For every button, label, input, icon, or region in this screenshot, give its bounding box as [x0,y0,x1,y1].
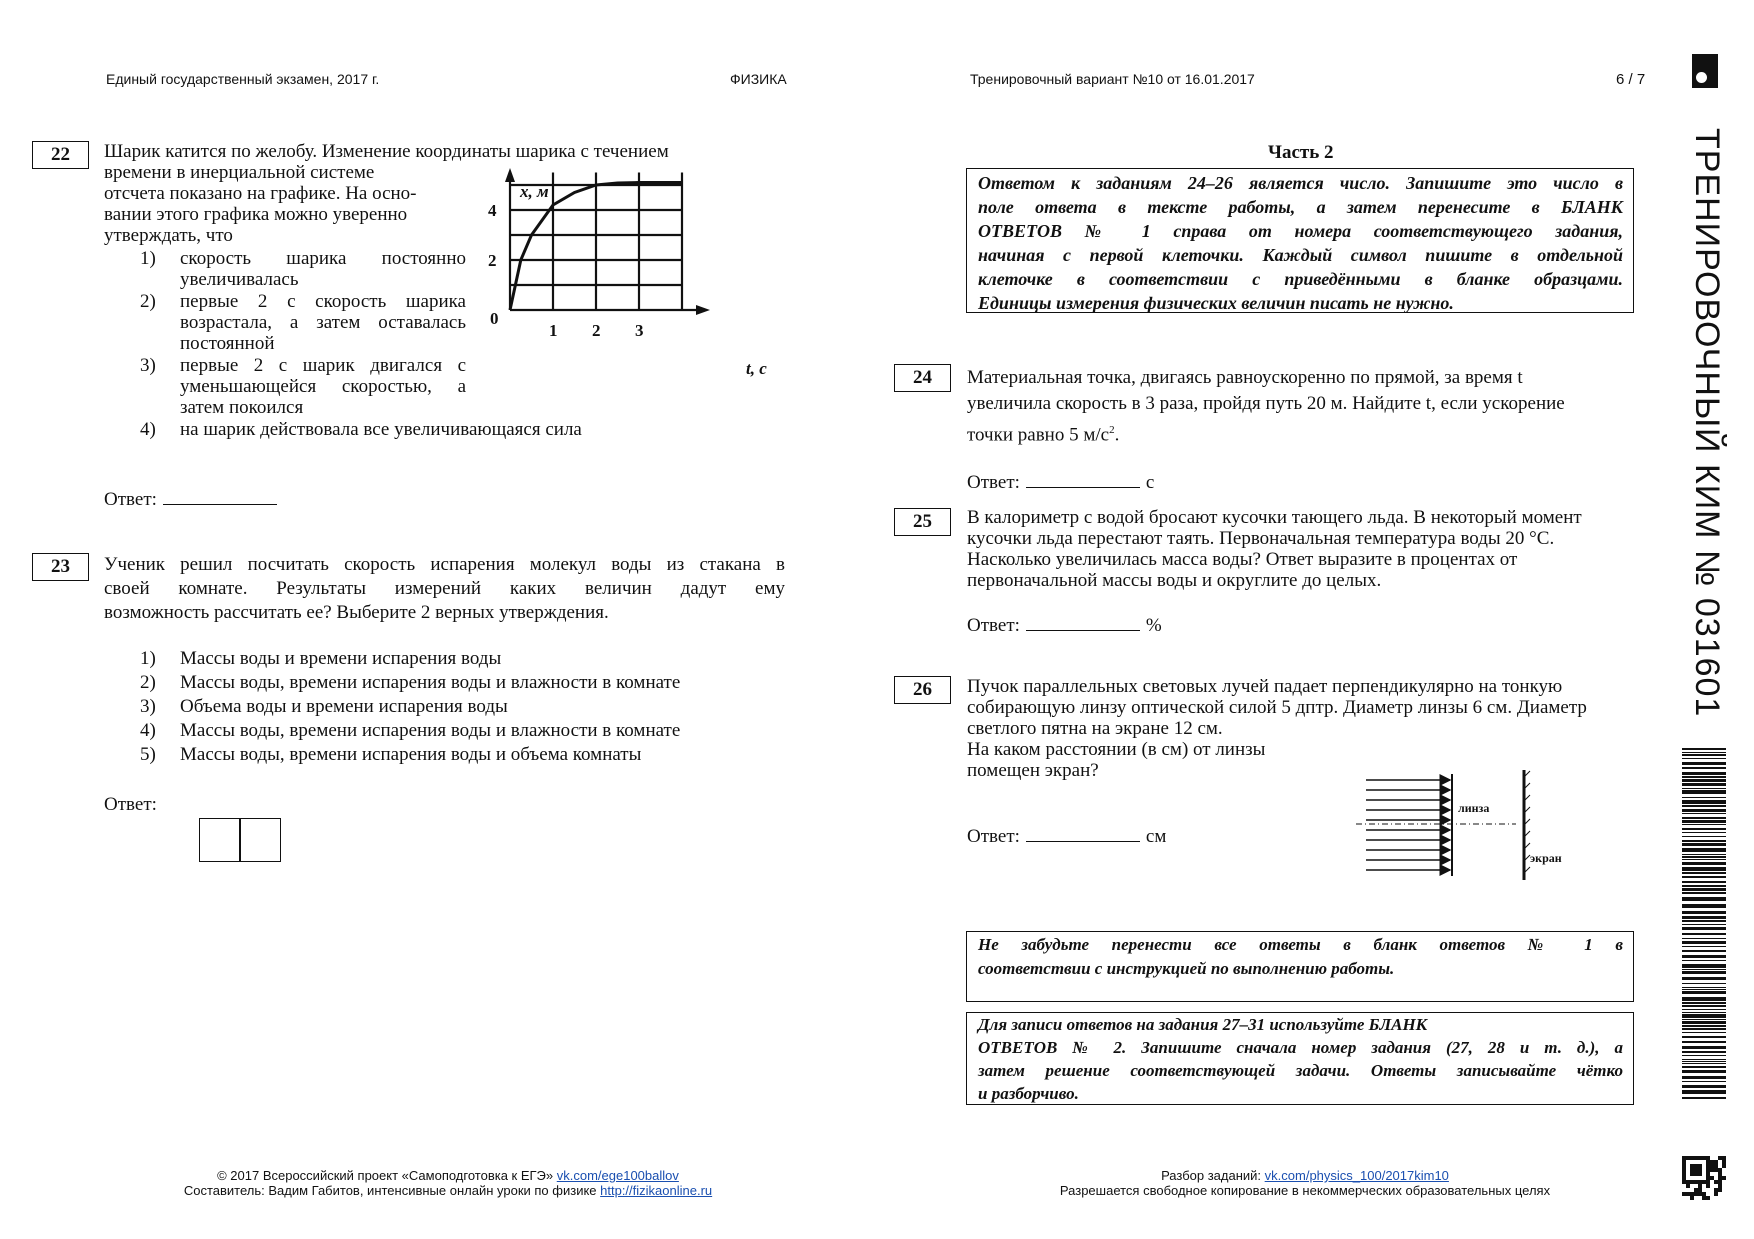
instruction-line: клеточке в соответствии с приведёнными в бланке образцами. [978,269,1623,289]
q24-text-line: Материальная точка, двигаясь равноускоренно по прямой, за время t [967,367,1523,388]
barcode-bar [1682,1090,1726,1094]
answer-cell[interactable] [239,818,281,862]
barcode-bar [1682,881,1726,883]
tick-label-y: 2 [488,251,497,270]
barcode-bar [1682,1097,1726,1099]
barcode-bar [1682,809,1726,812]
barcode-bar [1682,904,1726,908]
q25-text-line: первоначальной массы воды и округлите до целых. [967,570,1382,591]
qr-cell [1718,1184,1722,1188]
barcode-bar [1682,843,1726,846]
instruction-line: поле ответа в тексте работы, а затем перенесите в БЛАНК [978,197,1623,217]
barcode-bar [1682,828,1726,830]
barcode-bar [1682,1009,1726,1010]
qr-cell [1698,1184,1702,1188]
q22-option-2-line: возрастала, а затем оставалась [180,312,466,333]
barcode-bar [1682,836,1726,837]
task-number-26: 26 [894,676,951,704]
qr-cell [1718,1168,1722,1172]
qr-cell [1710,1160,1714,1164]
qr-cell [1722,1176,1726,1180]
part2-title: Часть 2 [1268,142,1334,163]
barcode-bar [1682,938,1726,939]
q22-option-3-line: затем покоился [180,397,304,418]
qr-cell [1718,1176,1722,1180]
barcode-bar [1682,832,1726,833]
footer-author: Составитель: Вадим Габитов, интенсивные онлайн уроки по физике http://fizikaonline.ru [183,1183,713,1198]
barcode-bar [1682,946,1726,947]
note-line: ОТВЕТОВ № 2. Запишите сначала номер задания (27, 28 и т. д.), а [978,1038,1623,1057]
qr-cell [1698,1188,1702,1192]
barcode-bar [1682,977,1726,980]
barcode-bar [1682,824,1726,825]
barcode-bar [1682,856,1726,858]
barcode-bar [1682,788,1726,789]
barcode-bar [1682,987,1726,988]
note-line: Не забудьте перенести все ответы в бланк ответов № 1 в [978,935,1623,954]
barcode-bar [1682,797,1726,798]
side-title: ТРЕНИРОВОЧНЫЙ КИМ № 031601 [1688,128,1726,718]
barcode-bar [1682,817,1726,819]
barcode-bar [1682,1036,1726,1038]
q22-text-line: утверждать, что [104,225,233,246]
q24-text-line: точки равно 5 $м/с^2$. [967,424,1120,446]
q26-answer-unit: см [1145,826,1167,847]
barcode-bar [1682,862,1726,865]
barcode-bar [1682,991,1726,994]
qr-cell [1710,1168,1714,1172]
barcode-bar [1682,776,1726,778]
barcode-bar [1682,772,1726,775]
qr-cell [1714,1180,1718,1184]
header-subject: ФИЗИКА [730,71,787,87]
q22-option-3-number: 3) [140,355,156,376]
barcode-bar [1682,762,1726,765]
q22-option-2-line: первые 2 с скорость шарика [180,291,466,312]
barcode-bar [1682,758,1726,759]
qr-cell [1714,1164,1718,1168]
q26-text-line: На каком расстоянии (в см) от линзы [967,739,1266,760]
qr-cell [1714,1160,1718,1164]
barcode-bar [1682,950,1726,952]
q22-option-1-line: увеличивалась [180,269,299,290]
barcode-bar [1682,997,1726,1001]
barcode-bar [1682,1046,1726,1049]
note-answer-sheet-2 [966,1012,1634,1105]
barcode-bar [1682,1014,1726,1018]
barcode-bar [1682,941,1726,944]
barcode-bar [1682,960,1726,961]
qr-finder [1690,1164,1702,1176]
instruction-line: Единицы измерения физических величин писать не нужно. [978,293,1454,313]
tick-label-x: 3 [635,321,644,340]
footer-copyright: © 2017 Всероссийский проект «Самоподготовка к ЕГЭ» vk.com/ege100ballov [217,1168,679,1183]
q23-option: 2) Массы воды, времени испарения воды и влажности в комнате [140,672,681,693]
q23-text-line: возможность рассчитать ее? Выберите 2 верных утверждения. [104,602,609,623]
lens-diagram [1356,766,1566,884]
q22-answer-label: Ответ: [104,489,157,510]
barcode-bar [1682,820,1726,823]
q26-answer-row [967,825,1166,848]
q23-answer-label: Ответ: [104,794,157,815]
q22-text-line: Шарик катится по желобу. Изменение координаты шарика с течением [104,141,669,162]
tick-label-y: 4 [488,201,497,220]
note-line: затем решение соответствующей задачи. Ответы записывайте чётко [978,1061,1623,1080]
barcode-bar [1682,1028,1726,1030]
q24-answer-label: Ответ: [967,472,1020,493]
instruction-line: ОТВЕТОВ № 1 справа от номера соответствующего задания, [978,221,1623,241]
note-line: и разборчиво. [978,1084,1079,1103]
barcode-bar [1682,1021,1726,1024]
q23-text-line: своей комнате. Результаты измерений каких величин дадут ему [104,578,785,599]
qr-cell [1686,1192,1690,1196]
barcode-bar [1682,989,1726,990]
qr-cell [1694,1188,1698,1192]
barcode-bar [1682,1061,1726,1062]
q22-option-2-number: 2) [140,291,156,312]
barcode-bar [1682,1025,1726,1027]
barcode-bar [1682,911,1726,914]
instruction-line: начиная с первой клеточки. Каждый символ пишите в отдельной [978,245,1623,265]
footer-right [1020,1168,1590,1198]
q23-option: 1) Массы воды и времени испарения воды [140,648,502,669]
barcode [1682,748,1726,1104]
part2-instructions [966,168,1634,313]
footer-left [140,1168,756,1198]
barcode-bar [1682,927,1726,930]
axis-label-x: t, c [746,359,767,378]
qr-cell [1690,1196,1694,1200]
lens-label: линза [1458,801,1490,815]
q25-answer-field[interactable] [1026,614,1140,631]
task-number-25: 25 [894,508,951,536]
barcode-bar [1682,805,1726,807]
barcode-bar [1682,813,1726,814]
barcode-bar [1682,754,1726,756]
q26-answer-field[interactable] [1026,825,1140,842]
qr-cell [1718,1188,1722,1192]
barcode-bar [1682,971,1726,974]
task-number-24: 24 [894,364,951,392]
barcode-bar [1682,783,1726,786]
q22-answer-row [104,488,283,511]
tick-label-x: 2 [592,321,601,340]
qr-cell [1722,1156,1726,1160]
barcode-bar [1682,1081,1726,1082]
barcode-bar [1682,885,1726,887]
barcode-bar [1682,867,1726,871]
note-line: Для записи ответов на задания 27–31 используйте БЛАНК [978,1015,1428,1034]
barcode-bar [1682,1055,1726,1056]
q25-answer-row [967,614,1162,637]
axis-label-y: x, м [520,182,549,201]
tick-label-x: 1 [549,321,558,340]
q24-answer-unit: с [1145,472,1155,493]
q25-text-line: кусочки льда перестают таять. Первоначальная температура воды 20 °С. [967,528,1555,549]
barcode-bar [1682,854,1726,855]
barcode-bar [1682,779,1726,782]
barcode-bar [1682,1051,1726,1053]
qr-cell [1718,1156,1722,1160]
axis-x-arrow [696,305,710,315]
footer-link-vk[interactable]: vk.com/ege100ballov [556,1168,679,1183]
q22-option-4: на шарик действовала все увеличивающаяся сила [180,419,582,440]
qr-cell [1698,1192,1702,1196]
barcode-bar [1682,1059,1726,1060]
barcode-bar [1682,892,1726,894]
barcode-bar [1682,888,1726,891]
q22-option-1-number: 1) [140,248,156,269]
q26-text-line: светлого пятна на экране 12 см. [967,718,1223,739]
barcode-bar [1682,964,1726,968]
footer-copy-notice: Разрешается свободное копирование в некоммерческих образовательных целях [1059,1183,1551,1198]
q22-text-line: времени в инерциальной системе [104,162,375,183]
qr-cell [1694,1192,1698,1196]
q22-text-line: отсчета показано на графике. На осно- [104,183,417,204]
barcode-bar [1682,983,1726,984]
tick-label-x: 0 [490,309,499,328]
qr-cell [1714,1168,1718,1172]
q23-answer-cells[interactable] [199,818,281,862]
barcode-bar [1682,790,1726,794]
qr-cell [1714,1192,1718,1196]
light-rays [1366,780,1450,870]
q22-text-line: вании этого графика можно уверенно [104,204,408,225]
barcode-bar [1682,1041,1726,1043]
qr-cell [1702,1196,1706,1200]
q26-answer-label: Ответ: [967,826,1020,847]
q25-answer-label: Ответ: [967,615,1020,636]
q22-option-2-line: постоянной [180,333,275,354]
barcode-bar [1682,1032,1726,1033]
qr-cell [1690,1192,1694,1196]
barcode-bar [1682,1066,1726,1068]
header-exam: Единый государственный экзамен, 2017 г. [106,71,380,87]
barcode-bar [1682,752,1726,753]
task-number-22: 22 [32,141,89,169]
barcode-bar [1682,1002,1726,1004]
instruction-line: Ответом к заданиям 24–26 является число. Запишите это число в [978,173,1623,193]
q25-text-line: В калориметр с водой бросают кусочки тающего льда. В некоторый момент [967,507,1582,528]
note-line: соответствии с инструкцией по выполнению работы. [978,959,1395,978]
barcode-bar [1682,933,1726,935]
task-number-23: 23 [32,553,89,581]
barcode-bar [1682,955,1726,958]
q22-option-1-line: скорость шарика постоянно [180,248,466,269]
header-variant: Тренировочный вариант №10 от 16.01.2017 [970,71,1255,87]
footer-link-analysis[interactable]: vk.com/physics_100/2017kim10 [1264,1168,1449,1183]
barcode-bar [1682,969,1726,970]
qr-cell [1682,1192,1686,1196]
q23-option: 5) Массы воды, времени испарения воды и объема комнаты [140,744,642,765]
barcode-bar [1682,1019,1726,1020]
q23-options [140,648,680,768]
qr-cell [1706,1184,1710,1188]
answer-cell[interactable] [199,818,241,862]
note-transfer-answers [966,931,1634,1002]
qr-code [1682,1156,1726,1200]
barcode-bar [1682,897,1726,901]
barcode-bar [1682,1063,1726,1064]
barcode-bar [1682,1085,1726,1088]
barcode-bar [1682,800,1726,804]
qr-cell [1686,1184,1690,1188]
barcode-bar [1682,1070,1726,1073]
q26-text-line: Пучок параллельных световых лучей падает перпендикулярно на тонкую [967,676,1563,697]
q25-text-line: Насколько увеличилась масса воды? Ответ выразите в процентах от [967,549,1518,570]
q24-answer-field[interactable] [1026,471,1140,488]
q26-text-line: помещен экран? [967,760,1099,781]
q22-option-4-number: 4) [140,419,156,440]
barcode-bar [1682,840,1726,842]
barcode-bar [1682,1076,1726,1079]
qr-cell [1702,1192,1706,1196]
q23-option: 3) Объема воды и времени испарения воды [140,696,508,717]
q24-text-line: увеличила скорость в 3 раза, пройдя путь 20 м. Найдите t, если ускорение [967,393,1565,414]
footer-link-site[interactable]: http://fizikaonline.ru [600,1183,713,1198]
barcode-bar [1682,1012,1726,1013]
barcode-bar [1682,876,1726,878]
screen-label: экран [1530,851,1562,865]
barcode-bar [1682,924,1726,925]
qr-cell [1710,1176,1714,1180]
barcode-bar [1682,748,1726,750]
q22-option-3-line: уменьшающейся скоростью, а [180,376,466,397]
corner-mark [1692,54,1718,88]
qr-cell [1710,1164,1714,1168]
qr-cell [1714,1188,1718,1192]
barcode-bar [1682,1005,1726,1007]
barcode-bar [1682,859,1726,860]
q23-option: 4) Массы воды, времени испарения воды и влажности в комнате [140,720,681,741]
barcode-bar [1682,767,1726,769]
q24-answer-row [967,471,1154,494]
qr-cell [1722,1164,1726,1168]
barcode-bar [1682,872,1726,874]
barcode-bar [1682,920,1726,922]
q26-text-line: собирающую линзу оптической силой 5 дптр. Диаметр линзы 6 см. Диаметр [967,697,1587,718]
q22-answer-field[interactable] [163,488,277,505]
header-page: 6 / 7 [1616,71,1646,88]
qr-cell [1722,1160,1726,1164]
footer-analysis: Разбор заданий: vk.com/physics_100/2017kim10 [1161,1168,1449,1183]
q23-text-line: Ученик решил посчитать скорость испарения молекул воды из стакана в [104,554,785,575]
qr-cell [1718,1180,1722,1184]
qr-cell [1706,1196,1710,1200]
barcode-bar [1682,916,1726,919]
q25-answer-unit: % [1145,615,1162,636]
barcode-bar [1682,848,1726,852]
q22-option-3-line: первые 2 с шарик двигался с [180,355,466,376]
q22-graph [488,166,800,386]
qr-cell [1718,1172,1722,1176]
